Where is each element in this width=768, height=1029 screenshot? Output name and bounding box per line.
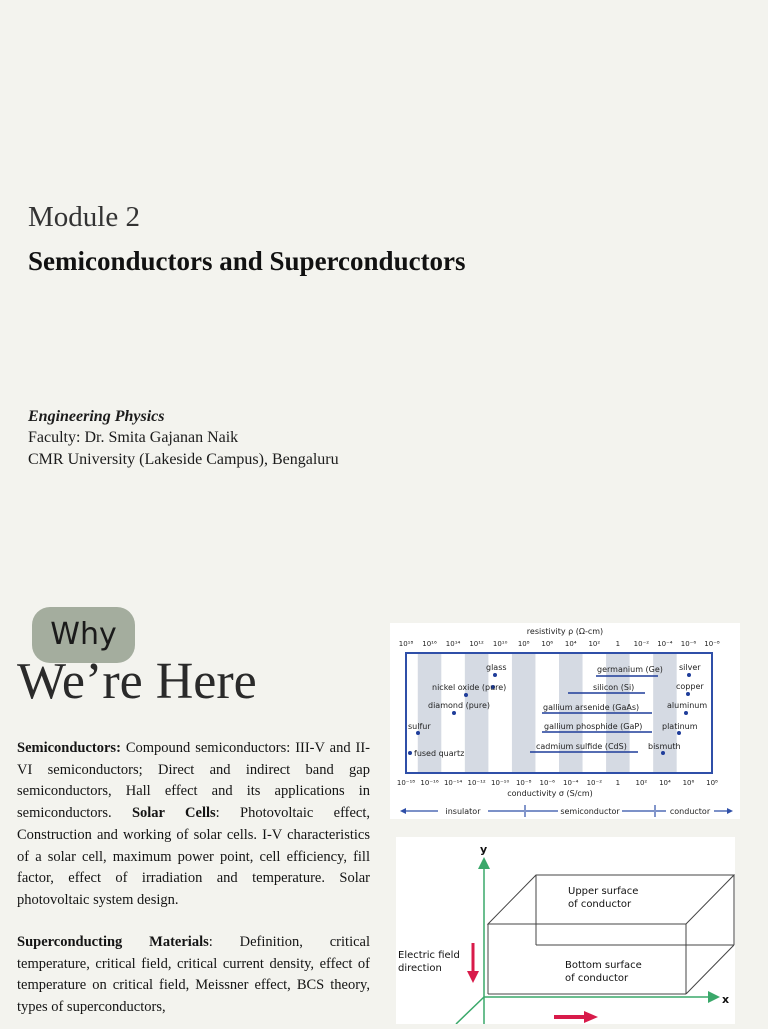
were-here-heading: We’re Here — [17, 653, 257, 710]
text-solar-cells: : Photovoltaic effect, Construction and working of solar cells. I-V characteristics of a solar cell, maximum power point, cell efficiency, fill factor, effect of irradiation and temperature. Solar photovoltaic system design. — [17, 805, 371, 908]
diamond-label: diamond (pure) — [428, 701, 491, 710]
resistivity-tick-label: 10⁶ — [541, 640, 554, 648]
conductivity-tick-label: 10⁻² — [586, 779, 603, 787]
silver-label: silver — [679, 663, 701, 672]
decade-band — [465, 654, 489, 772]
aluminum-dot — [684, 711, 688, 715]
cds-label: cadmium sulfide (CdS) — [536, 742, 627, 751]
conductor-arrowhead — [727, 808, 733, 814]
resistivity-tick-label: 10² — [588, 640, 601, 648]
glass-dot — [493, 673, 497, 677]
insulator-label: insulator — [445, 807, 481, 816]
silver-dot — [687, 673, 691, 677]
decade-band — [512, 654, 536, 772]
upper-surface-label-1: Upper surface — [568, 886, 639, 897]
resistivity-tick-label: 10⁸ — [517, 640, 530, 648]
term-superconducting-materials: Superconducting Materials — [17, 934, 209, 950]
conductivity-axis-label: conductivity σ (S/cm) — [507, 789, 593, 798]
x-axis-label: x — [722, 993, 730, 1006]
glass-label: glass — [486, 663, 507, 672]
conductivity-tick-label: 10⁻⁸ — [515, 779, 532, 787]
conductivity-tick-label: 1 — [615, 779, 621, 787]
insulator-arrowhead — [400, 808, 406, 814]
conductivity-tick-label: 10⁻⁴ — [563, 779, 579, 787]
course-name: Engineering Physics — [28, 408, 165, 425]
platinum-label: platinum — [662, 722, 698, 731]
field-arrowhead — [467, 971, 479, 983]
syllabus-paragraph-semiconductors — [17, 738, 370, 912]
resistivity-tick-label: 10⁻⁶ — [680, 640, 697, 648]
faculty-name: Faculty: Dr. Smita Gajanan Naik — [28, 429, 239, 446]
silicon-label: silicon (Si) — [593, 683, 635, 692]
why-badge: Why — [32, 607, 135, 663]
semiconductor-label: semiconductor — [560, 807, 620, 816]
resistivity-tick-label: 10⁻⁴ — [657, 640, 673, 648]
resistivity-tick-label: 10¹⁸ — [398, 640, 414, 648]
conductivity-tick-label: 10² — [635, 779, 648, 787]
bottom-surface-label-2: of conductor — [565, 973, 629, 984]
conductivity-tick-label: 10⁻¹⁰ — [491, 779, 510, 787]
term-semiconductors: Semiconductors: — [17, 740, 121, 756]
conductor-label: conductor — [669, 807, 711, 816]
term-solar-cells: Solar Cells — [131, 805, 216, 822]
resistivity-ticks — [399, 640, 720, 648]
resistivity-tick-label: 10¹² — [469, 640, 484, 648]
resistivity-axis-label: resistivity ρ (Ω-cm) — [526, 627, 604, 636]
sulfur-label: sulfur — [408, 722, 431, 731]
germanium-label: germanium (Ge) — [597, 665, 663, 674]
bismuth-dot — [661, 751, 665, 755]
bottom-surface-label-1: Bottom surface — [565, 960, 642, 971]
resistivity-tick-label: 10⁴ — [564, 640, 577, 648]
fused-quartz-label: fused quartz — [414, 749, 465, 758]
conductivity-figure — [390, 623, 740, 819]
conductivity-tick-label: 10⁻¹² — [467, 779, 486, 787]
diamond-dot-2 — [452, 711, 456, 715]
conductivity-tick-label: 10⁶ — [682, 779, 695, 787]
resistivity-tick-label: 10⁻² — [633, 640, 650, 648]
nickel-oxide-label: nickel oxide (pure) — [432, 683, 507, 692]
conductivity-tick-label: 10⁻¹⁴ — [443, 779, 463, 787]
resistivity-tick-label: 1 — [615, 640, 621, 648]
conductivity-tick-label: 10⁻¹⁶ — [420, 779, 439, 787]
fused-quartz-dot — [408, 751, 412, 755]
resistivity-tick-label: 10⁻⁸ — [704, 640, 720, 648]
conductivity-tick-label: 10⁻⁶ — [539, 779, 555, 787]
diamond-dot — [464, 693, 468, 697]
syllabus-paragraph-superconductors — [17, 932, 370, 1019]
current-arrowhead — [584, 1011, 598, 1023]
aluminum-label: aluminum — [667, 701, 708, 710]
resistivity-tick-label: 10¹⁴ — [445, 640, 461, 648]
z-axis — [456, 997, 484, 1024]
resistivity-tick-label: 10¹⁶ — [422, 640, 437, 648]
text-superconducting: : Definition, critical temperature, critical field, critical current density, effect of temperature on critical field, Meissner effect, BCS theory, types of superconductors, — [17, 934, 370, 1016]
bismuth-label: bismuth — [648, 742, 681, 751]
gap-label: gallium phosphide (GaP) — [544, 722, 643, 731]
sulfur-dot — [416, 731, 420, 735]
conductivity-ticks — [397, 779, 718, 787]
text-semiconductors: Compound semiconductors: III-V and II-VI semiconductors; Direct and indirect band gap semiconductors, Hall effect and its applications in semiconductors. — [17, 740, 370, 822]
gaas-label: gallium arsenide (GaAs) — [543, 703, 640, 712]
upper-surface-label-2: of conductor — [568, 899, 632, 910]
copper-label: copper — [676, 682, 704, 691]
conductivity-tick-label: 10⁴ — [659, 779, 671, 787]
resistivity-tick-label: 10¹⁰ — [492, 640, 508, 648]
y-axis-label: y — [480, 843, 488, 856]
conductivity-tick-label: 10⁸ — [706, 779, 718, 787]
hall-effect-figure — [396, 837, 735, 1024]
document-title: Semiconductors and Superconductors — [28, 246, 466, 276]
copper-dot — [686, 692, 690, 696]
field-label-1: Electric field — [398, 950, 460, 961]
module-number: Module 2 — [28, 201, 140, 233]
conductivity-tick-label: 10⁻¹⁸ — [396, 779, 416, 787]
field-label-2: direction — [398, 963, 442, 974]
platinum-dot — [677, 731, 681, 735]
university-name: CMR University (Lakeside Campus), Bengaluru — [28, 451, 339, 468]
